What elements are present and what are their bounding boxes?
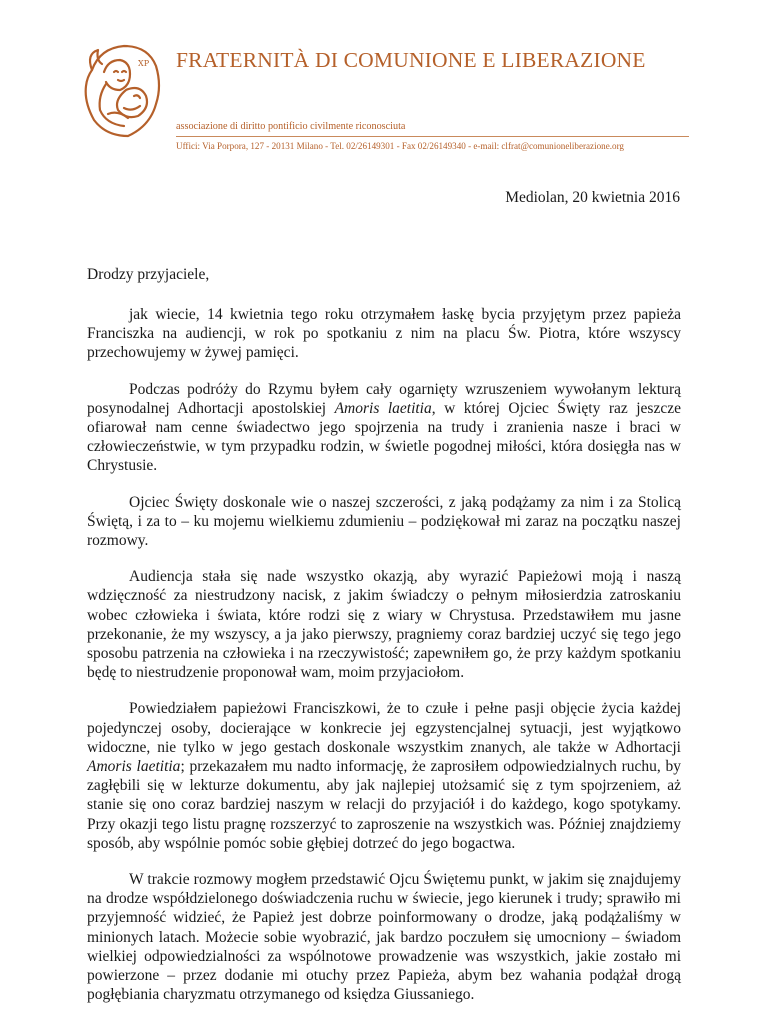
paragraph: [87, 305, 681, 363]
paragraph: [87, 870, 681, 1004]
letter-body: [87, 305, 681, 1022]
paragraph: [87, 380, 681, 476]
document-title: Amoris laetitia: [87, 758, 181, 776]
paragraph-text: Powiedziałem papieżowi Franciszkowi, że to czułe i pełne pasji objęcie życia każdej pojedynczej osoby, docierające w konkrecie jej egzystencjalnej sytuacji, jest wyjątkowo widoczne, nie tylko w jego gestach doskonale wszystkim znanych, ale także w Adhortacji: [87, 700, 681, 756]
letterhead-divider: [176, 136, 689, 137]
paragraph-text: , w której Ojciec Święty raz jeszcze ofiarował nam cenne świadectwo jego spojrzenia na trudy i zranienia nasze i braci w człowieczeństwie, w tym przypadku rodzin, w świetle pogodnej miłości, która dosięgła nas w Chrystusie.: [87, 399, 681, 475]
paragraph-text: ; przekazałem mu nadto informację, że zaprosiłem odpowiedzialnych ruchu, by zagłębili się w lekturze dokumentu, aby jak najlepiej utożsamić się z tym spojrzeniem, aż stanie się ono coraz bardziej naszym w relacji do przyjaciół i do każdego, kogo spotykamy. Przy okazji tego listu pragnę rozszerzyć to zaproszenie na wszystkich was. Później znajdziemy sposób, aby wspólnie pomóc sobie głębiej dotrzeć do jego bogactwa.: [87, 758, 681, 852]
letter-date: Mediolan, 20 kwietnia 2016: [505, 189, 680, 206]
paragraph: [87, 567, 681, 682]
letter-greeting: Drodzy przyjaciele,: [87, 266, 210, 283]
paragraph-text: Ojciec Święty doskonale wie o naszej szczerości, z jaką podążamy za nim i za Stolicą Świętą, i za to – ku mojemu wielkiemu zdumieniu – podziękował mi zaraz na początku naszej rozmowy.: [87, 493, 681, 550]
organization-contact-info: Uffici: Via Porpora, 127 - 20131 Milano - Tel. 02/26149301 - Fax 02/26149340 - e-mail: clfrat@comunioneliberazione.org: [176, 141, 624, 151]
logo-letters: ΧΡ: [138, 59, 150, 68]
paragraph-text: jak wiecie, 14 kwietnia tego roku otrzymałem łaskę bycia przyjętym przez papieża Franciszka na audiencji, w rok po spotkaniu z nim na placu Św. Piotra, które wszyscy przechowujemy w żywej pamięci.: [87, 306, 681, 362]
paragraph-text: Podczas podróży do Rzymu byłem cały ogarnięty wzruszeniem wywołanym lekturą posynodalnej Adhortacji apostolskiej: [87, 380, 681, 417]
paragraph: [87, 699, 681, 853]
organization-subtitle: associazione di diritto pontificio civilmente riconosciuta: [176, 121, 406, 132]
paragraph: [87, 493, 681, 551]
paragraph-text: Audiencja stała się nade wszystko okazją, aby wyrazić Papieżowi moją i naszą wdzięczność za niestrudzony nacisk, z jakim świadczy o pełnym miłosierdzia zatroskaniu wobec człowieka i świata, które rodzi się z wiary w Chrystusa. Przedstawiłem mu jasne przekonanie, że my wszyscy, a ja jako pierwszy, pragniemy coraz bardziej uczyć się tego jego sposobu patrzenia na człowieka i na rzeczywistość; zapewniłem go, że przy każdym spotkaniu będę to niestrudzenie proponował wam, moim przyjaciołom.: [87, 568, 681, 682]
organization-name: FRATERNITÀ DI COMUNIONE E LIBERAZIONE: [176, 48, 646, 72]
madonna-and-child-logo-icon: [78, 40, 162, 140]
paragraph-text: W trakcie rozmowy mogłem przedstawić Ojcu Świętemu punkt, w jakim się znajdujemy na drodze współdzielonego doświadczenia ruchu w świecie, jego kierunek i trudy; sprawiło mi przyjemność widzieć, że Papież jest dobrze poinformowany o drodze, jaką podążaliśmy w minionych latach. Możecie sobie wyobrazić, jak bardzo poczułem się umocniony – świadom wielkiej odpowiedzialności za wspólnotowe prowadzenie was wszystkich, jakie zostało mi powierzone – przez dodanie mi otuchy przez Papieża, abym bez wahania podążał drogą pogłębiania charyzmatu otrzymanego od księdza Giussaniego.: [87, 871, 681, 1004]
document-title: Amoris laetitia: [334, 399, 432, 417]
